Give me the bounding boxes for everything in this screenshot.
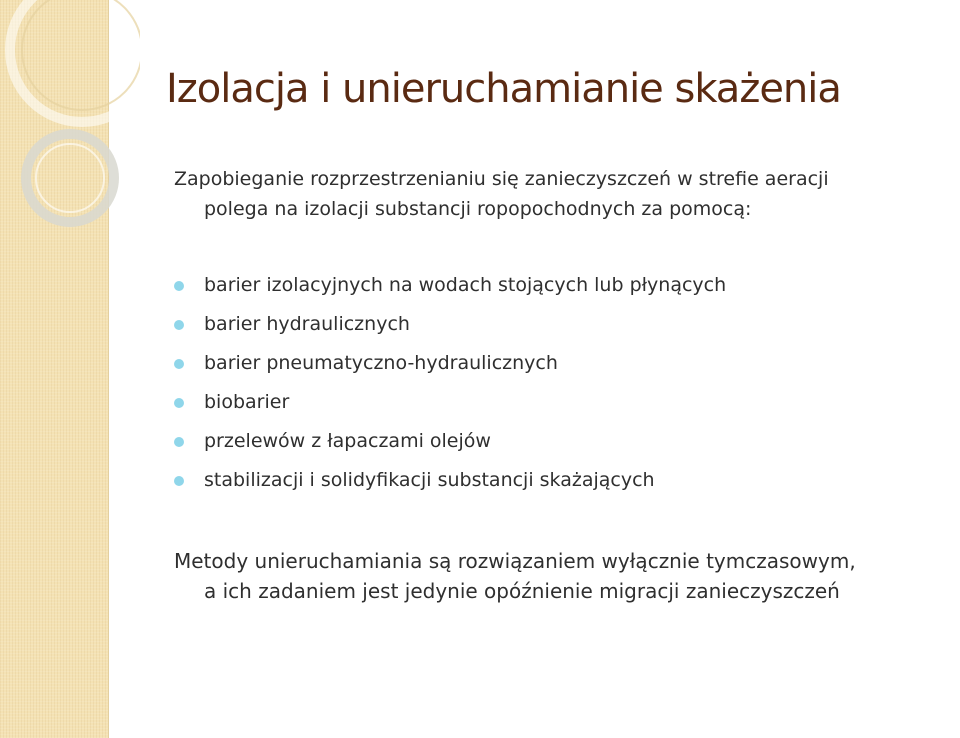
conclusion-line-2: a ich zadaniem jest jedynie opóźnienie migracji zanieczyszczeń bbox=[204, 579, 840, 603]
list-item bbox=[174, 426, 726, 465]
bullet-list bbox=[174, 270, 726, 504]
conclusion-line-1: Metody unieruchamiania są rozwiązaniem wyłącznie tymczasowym, bbox=[174, 549, 856, 573]
decorative-ring-small bbox=[26, 134, 114, 222]
decorative-ring-small-inner bbox=[36, 144, 104, 212]
list-item-text: barier hydraulicznych bbox=[204, 313, 410, 335]
list-item-text: przelewów z łapaczami olejów bbox=[204, 430, 491, 452]
list-item-text: barier pneumatyczno-hydraulicznych bbox=[204, 352, 558, 374]
intro-line-1: Zapobieganie rozprzestrzenianiu się zanieczyszczeń w strefie aeracji bbox=[174, 168, 829, 190]
list-item-text: biobarier bbox=[204, 391, 290, 413]
bullet-dot-icon bbox=[174, 398, 184, 408]
decorative-rings bbox=[0, 0, 140, 260]
bullet-dot-icon bbox=[174, 437, 184, 447]
intro-line-2: polega na izolacji substancji ropopochodnych za pomocą: bbox=[204, 198, 752, 220]
bullet-dot-icon bbox=[174, 359, 184, 369]
slide-title: Izolacja i unieruchamianie skażenia bbox=[166, 66, 841, 112]
conclusion-paragraph bbox=[174, 546, 954, 606]
list-item bbox=[174, 309, 726, 348]
list-item bbox=[174, 387, 726, 426]
decorative-ring-large bbox=[10, 0, 140, 122]
list-item bbox=[174, 348, 726, 387]
bullet-dot-icon bbox=[174, 476, 184, 486]
list-item bbox=[174, 465, 726, 504]
bullet-dot-icon bbox=[174, 320, 184, 330]
list-item-text: barier izolacyjnych na wodach stojących lub płynących bbox=[204, 274, 727, 296]
list-item-text: stabilizacji i solidyfikacji substancji skażających bbox=[204, 469, 655, 491]
decorative-ring-large-inner bbox=[22, 0, 140, 110]
bullet-dot-icon bbox=[174, 281, 184, 291]
list-item bbox=[174, 270, 726, 309]
intro-paragraph bbox=[174, 164, 944, 224]
